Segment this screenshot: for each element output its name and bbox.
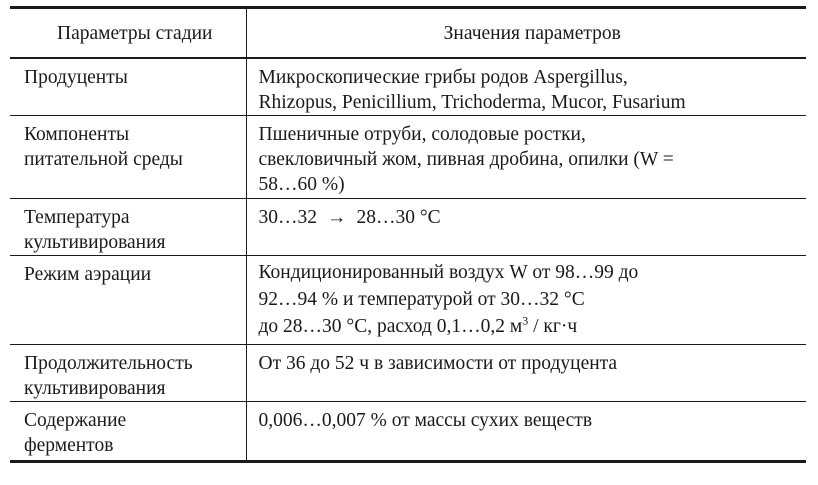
value-line: Пшеничные отруби, солодовые ростки, bbox=[258, 124, 586, 145]
param-label: ферментов bbox=[24, 435, 114, 456]
value-line: Кондиционированный воздух W от 98…99 до bbox=[258, 262, 639, 283]
value-line: Rhizopus, Penicillium, Trichoderma, Mucor, Fusarium bbox=[258, 92, 686, 113]
table-header-row bbox=[10, 8, 806, 59]
param-label: культивирования bbox=[24, 378, 166, 399]
value-line: / кг·ч bbox=[528, 316, 578, 337]
superscript: 3 bbox=[522, 313, 529, 328]
value-line: 58…60 %) bbox=[258, 174, 345, 195]
param-label: Содержание bbox=[24, 410, 127, 431]
param-label: питательной среды bbox=[24, 149, 183, 170]
param-label: Продуценты bbox=[24, 67, 128, 88]
value-line: От 36 до 52 ч в зависимости от продуцента bbox=[258, 353, 618, 374]
value-line: до 28…30 °C, расход 0,1…0,2 м bbox=[258, 316, 523, 337]
value-line: Микроскопические грибы родов Aspergillus, bbox=[258, 67, 628, 88]
value-line: свекловичный жом, пивная дробина, опилки (W = bbox=[258, 149, 674, 170]
header-parameters: Параметры стадии bbox=[10, 8, 246, 59]
value-line: 92…94 % и температурой от 30…32 °C bbox=[258, 289, 585, 310]
temp-from: 30…32 bbox=[258, 207, 317, 228]
table-row-duration bbox=[10, 345, 806, 402]
param-label: Компоненты bbox=[24, 124, 130, 145]
param-label: Режим аэрации bbox=[24, 264, 152, 285]
parameters-table bbox=[10, 6, 806, 463]
header-values: Значения параметров bbox=[246, 8, 806, 59]
param-label: Температура bbox=[24, 207, 130, 228]
arrow-right-icon: → bbox=[327, 207, 347, 228]
temp-to: 28…30 °C bbox=[356, 207, 441, 228]
table-row-producers bbox=[10, 58, 806, 116]
param-label: культивирования bbox=[24, 232, 166, 253]
table-row-temperature bbox=[10, 199, 806, 256]
param-label: Продолжительность bbox=[24, 353, 193, 374]
table-row-enzymes bbox=[10, 402, 806, 462]
table-row-aeration bbox=[10, 256, 806, 345]
value-line: 0,006…0,007 % от массы сухих веществ bbox=[258, 410, 593, 431]
table-row-medium bbox=[10, 116, 806, 199]
